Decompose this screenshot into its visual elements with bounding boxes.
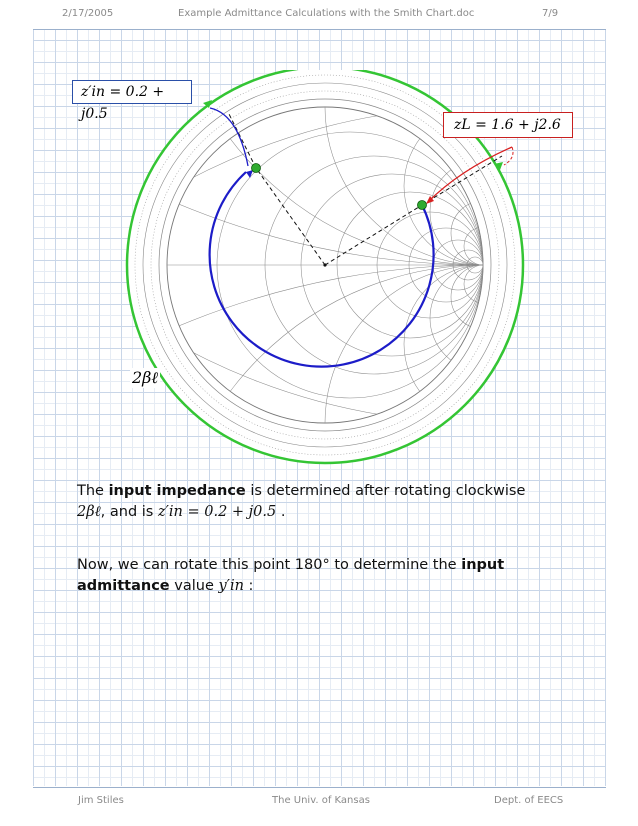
zin-label: z′in = 0.2 + j0.5 bbox=[81, 84, 165, 122]
p2-text-2: value bbox=[169, 578, 219, 594]
header-date: 2/17/2005 bbox=[62, 8, 114, 19]
header-doc-title: Example Admittance Calculations with the Smith Chart.doc bbox=[178, 8, 475, 19]
zl-label: zL = 1.6 + j2.6 bbox=[454, 117, 561, 133]
paragraph-2 bbox=[77, 555, 597, 597]
footer-department: Dept. of EECS bbox=[494, 795, 564, 806]
paragraph-1 bbox=[77, 481, 597, 523]
p1-math-zin: z′in = 0.2 + j0.5 bbox=[157, 504, 277, 520]
p1-text-1: The bbox=[77, 483, 109, 499]
zl-point bbox=[418, 201, 427, 210]
p2-bold-input: input bbox=[461, 557, 505, 573]
p2-text-3: : bbox=[243, 578, 254, 594]
footer-university: The Univ. of Kansas bbox=[272, 795, 370, 806]
footer-rule bbox=[33, 787, 606, 788]
p2-math-yin: y′in bbox=[218, 578, 244, 594]
p1-text-2: is determined after rotating clockwise bbox=[245, 483, 526, 499]
p1-text-4: . bbox=[276, 504, 286, 520]
angle-label: 2βℓ bbox=[132, 368, 159, 387]
p2-bold-admittance: admittance bbox=[77, 578, 170, 594]
chart-center bbox=[323, 263, 326, 266]
footer-author: Jim Stiles bbox=[78, 795, 124, 806]
header-page-number: 7/9 bbox=[542, 8, 559, 19]
zin-point bbox=[252, 164, 261, 173]
bottom-margin bbox=[0, 786, 638, 826]
p1-math-2bl: 2βℓ bbox=[77, 504, 101, 520]
p2-text-1: Now, we can rotate this point 180° to determine the bbox=[77, 557, 462, 573]
p1-bold-input-impedance: input impedance bbox=[108, 483, 246, 499]
right-margin bbox=[606, 0, 638, 826]
left-margin bbox=[0, 0, 33, 826]
p1-text-3: , and is bbox=[100, 504, 158, 520]
zin-label-box bbox=[72, 80, 192, 122]
header-rule bbox=[33, 29, 606, 30]
zl-label-box bbox=[443, 112, 573, 138]
